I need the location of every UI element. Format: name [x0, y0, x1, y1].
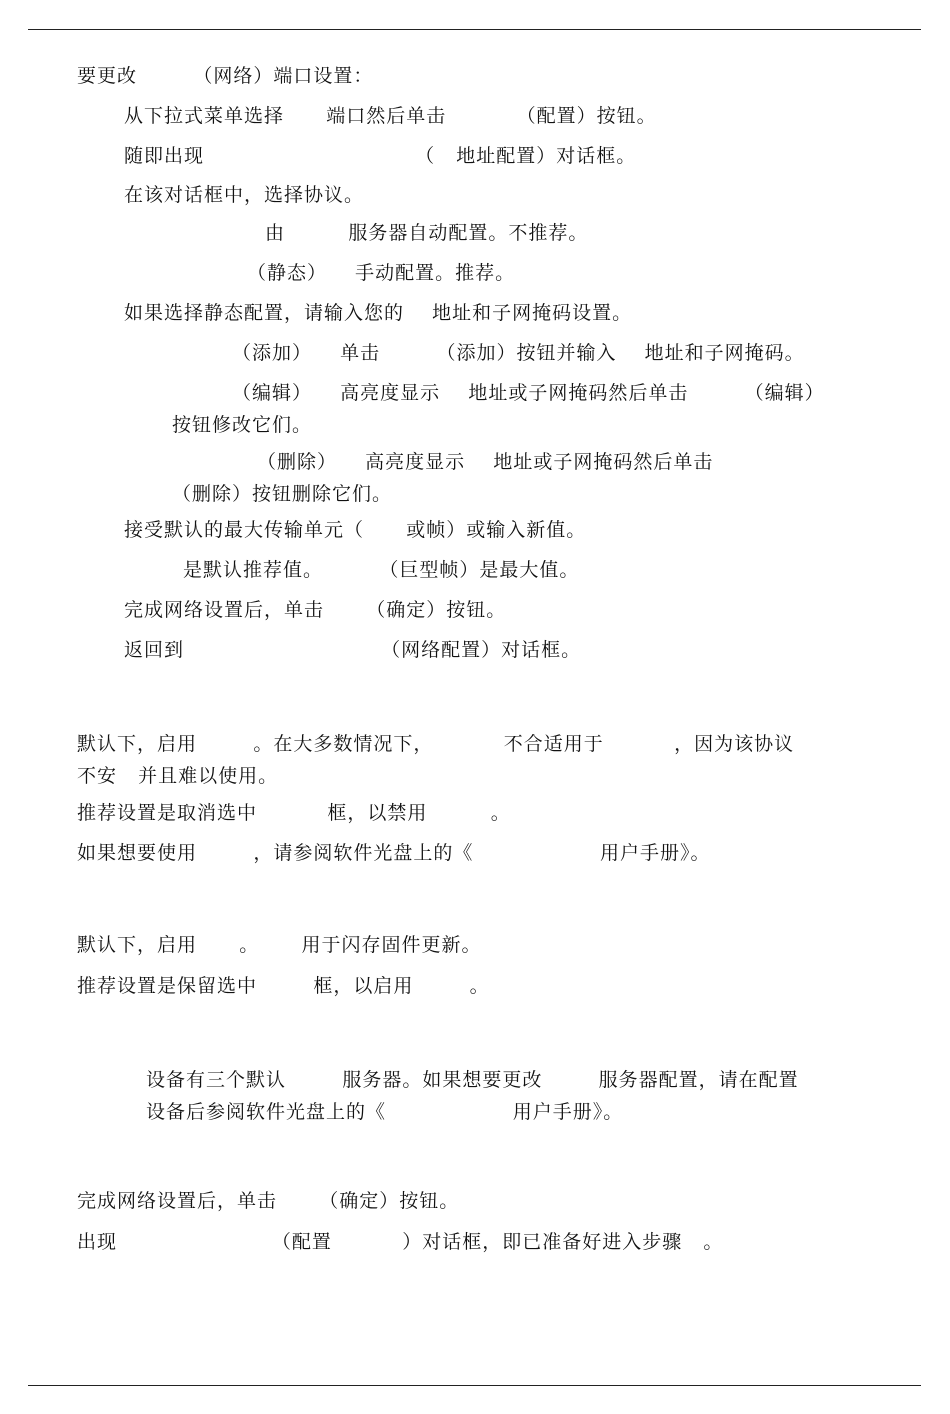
text-line: 默认下，启用 。 用于闪存固件更新。 — [77, 934, 482, 956]
text-line: 要更改 （网络）端口设置： — [77, 65, 374, 87]
text-line: 完成网络设置后，单击 （确定）按钮。 — [77, 1190, 460, 1212]
text-line: 设备后参阅软件光盘上的《 用户手册》。 — [146, 1101, 624, 1123]
text-line: （删除）按钮删除它们。 — [172, 483, 393, 505]
text-line: 推荐设置是保留选中 框，以启用 。 — [77, 975, 490, 997]
text-line: 返回到 （网络配置）对话框。 — [124, 639, 582, 661]
text-line: 默认下，启用 。在大多数情况下， 不合适用于 ，因为该协议 — [77, 733, 795, 755]
text-line: 从下拉式菜单选择 端口然后单击 （配置）按钮。 — [124, 105, 657, 127]
text-line: 随即出现 （ 地址配置）对话框。 — [124, 145, 637, 167]
text-line: （添加） 单击 （添加）按钮并输入 地址和子网掩码。 — [232, 342, 805, 364]
text-line: 完成网络设置后，单击 （确定）按钮。 — [124, 599, 507, 621]
text-line: 接受默认的最大传输单元（ 或帧）或输入新值。 — [124, 519, 587, 541]
text-line: 由 服务器自动配置。不推荐。 — [265, 222, 589, 244]
text-line: 如果选择静态配置，请输入您的 地址和子网掩码设置。 — [124, 302, 633, 324]
text-line: 是默认推荐值。 （巨型帧）是最大值。 — [183, 559, 580, 581]
text-line: （删除） 高亮度显示 地址或子网掩码然后单击 — [257, 451, 714, 473]
text-line: （静态） 手动配置。推荐。 — [247, 262, 516, 284]
footer-rule — [28, 1385, 921, 1386]
text-line: 出现 （配置 ）对话框，即已准备好进入步骤 。 — [77, 1231, 724, 1253]
text-line: 在该对话框中，选择协议。 — [124, 184, 365, 206]
text-line: 按钮修改它们。 — [172, 414, 313, 436]
text-line: 如果想要使用 ，请参阅软件光盘上的《 用户手册》。 — [77, 842, 711, 864]
text-line: 不安 并且难以使用。 — [77, 765, 279, 787]
text-line: （编辑） 高亮度显示 地址或子网掩码然后单击 （编辑） — [232, 382, 825, 404]
text-line: 推荐设置是取消选中 框，以禁用 。 — [77, 802, 511, 824]
text-line: 设备有三个默认 服务器。如果想要更改 服务器配置，请在配置 — [146, 1069, 799, 1091]
header-rule — [28, 29, 921, 30]
